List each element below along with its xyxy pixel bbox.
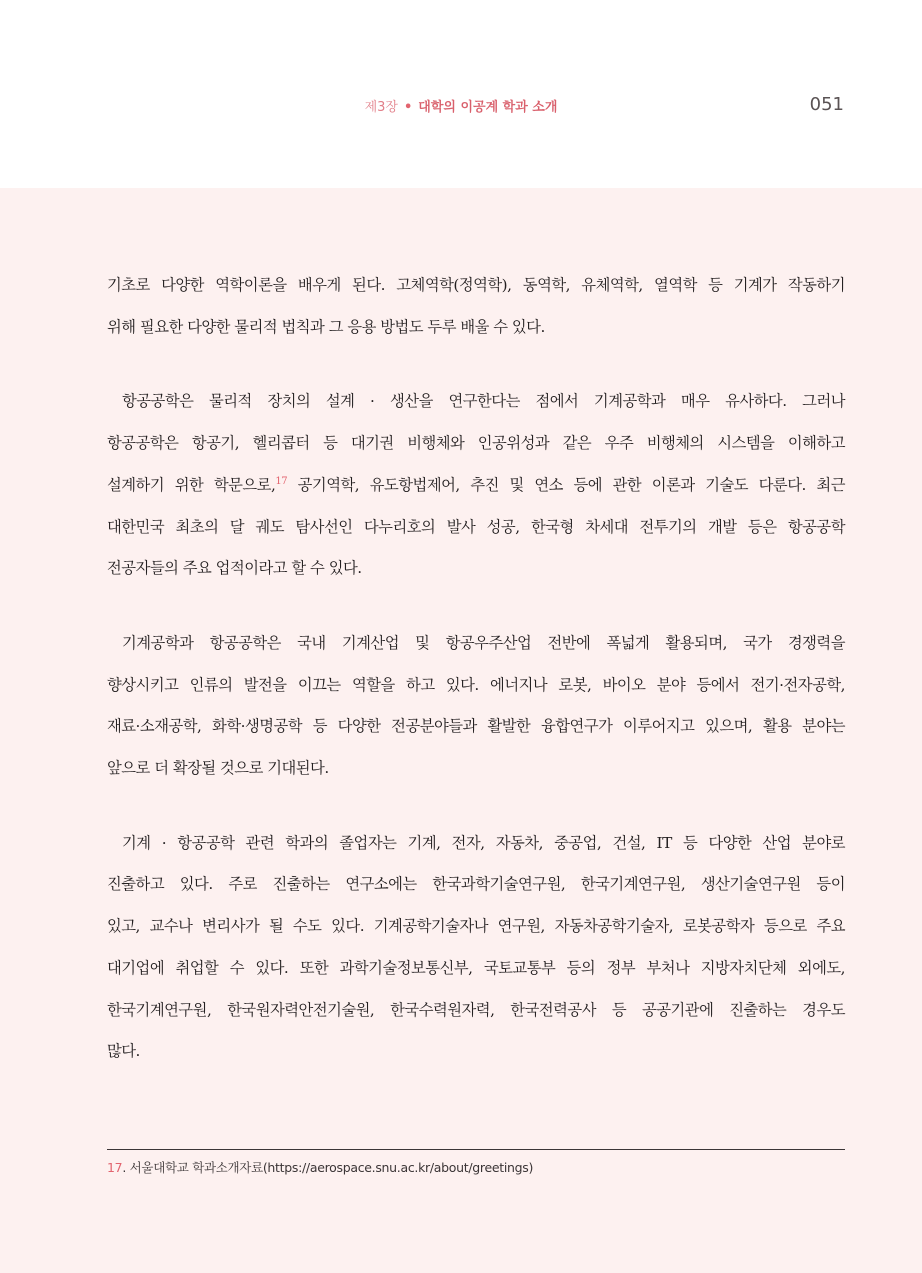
text-line: 대기업에 취업할 수 있다. 또한 과학기술정보통신부, 국토교통부 등의 정부 부처나 지방자치단체 외에도, [107, 958, 845, 977]
page-header [0, 0, 922, 188]
text-line: 있고, 교수나 변리사가 될 수도 있다. 기계공학기술자나 연구원, 자동차공학기술자, 로봇공학자 등으로 주요 [107, 917, 845, 936]
paragraph-3 [107, 623, 845, 790]
page-number: 051 [809, 94, 844, 115]
text-line: 위해 필요한 다양한 물리적 법칙과 그 응용 방법도 두루 배울 수 있다. [107, 317, 545, 336]
text-line: 앞으로 더 확장될 것으로 기대된다. [107, 759, 329, 778]
text-line-with-footnote [107, 465, 845, 507]
text-line: 항공공학은 항공기, 헬리콥터 등 대기권 비행체와 인공위성과 같은 우주 비행체의 시스템을 이해하고 [107, 434, 845, 453]
text-segment: 공기역학, 유도항법제어, 추진 및 연소 등에 관한 이론과 기술도 다룬다. 최근 [297, 475, 845, 494]
text-line: 항공공학은 물리적 장치의 설계 · 생산을 연구한다는 점에서 기계공학과 매우 유사하다. 그러나 [122, 392, 845, 411]
text-line: 재료·소재공학, 화학·생명공학 등 다양한 전공분야들과 활발한 융합연구가 이루어지고 있으며, 활용 분야는 [107, 717, 845, 736]
text-segment: 설계하기 위한 학문으로, [107, 475, 276, 494]
footnote-number: 17 [107, 1160, 123, 1175]
footnote-reference[interactable]: 17 [275, 475, 288, 487]
text-line: 대한민국 최초의 달 궤도 탐사선인 다누리호의 발사 성공, 한국형 차세대 전투기의 개발 등은 항공공학 [107, 517, 845, 536]
text-line: 기초로 다양한 역학이론을 배우게 된다. 고체역학(정역학), 동역학, 유체역학, 열역학 등 기계가 작동하기 [107, 276, 845, 294]
text-line: 진출하고 있다. 주로 진출하는 연구소에는 한국과학기술연구원, 한국기계연구원, 생산기술연구원 등이 [107, 875, 845, 894]
text-line: 향상시키고 인류의 발전을 이끄는 역할을 하고 있다. 에너지나 로봇, 바이오 분야 등에서 전기·전자공학, [107, 675, 845, 694]
footnote-divider [107, 1149, 845, 1150]
paragraph-4 [107, 823, 845, 1073]
text-line: 많다. [107, 1042, 140, 1061]
text-line: 전공자들의 주요 업적이라고 할 수 있다. [107, 559, 362, 578]
text-line: 기계 · 항공공학 관련 학과의 졸업자는 기계, 전자, 자동차, 중공업, 건설, IT 등 다양한 산업 분야로 [122, 833, 845, 852]
text-line: 한국기계연구원, 한국원자력안전기술원, 한국수력원자력, 한국전력공사 등 공공기관에 진출하는 경우도 [107, 1000, 845, 1019]
paragraph-1 [107, 265, 845, 348]
footnote [107, 1158, 533, 1176]
paragraph-2 [107, 381, 845, 590]
footnote-text[interactable]: . 서울대학교 학과소개자료(https://aerospace.snu.ac.kr/about/greetings) [122, 1160, 534, 1175]
chapter-number: 제3장 [364, 100, 398, 115]
chapter-title: 대학의 이공계 학과 소개 [418, 100, 558, 115]
text-line: 기계공학과 항공공학은 국내 기계산업 및 항공우주산업 전반에 폭넓게 활용되며, 국가 경쟁력을 [122, 633, 845, 652]
chapter-heading [0, 96, 922, 115]
bullet-separator: • [403, 100, 413, 115]
body-text [107, 265, 845, 1106]
